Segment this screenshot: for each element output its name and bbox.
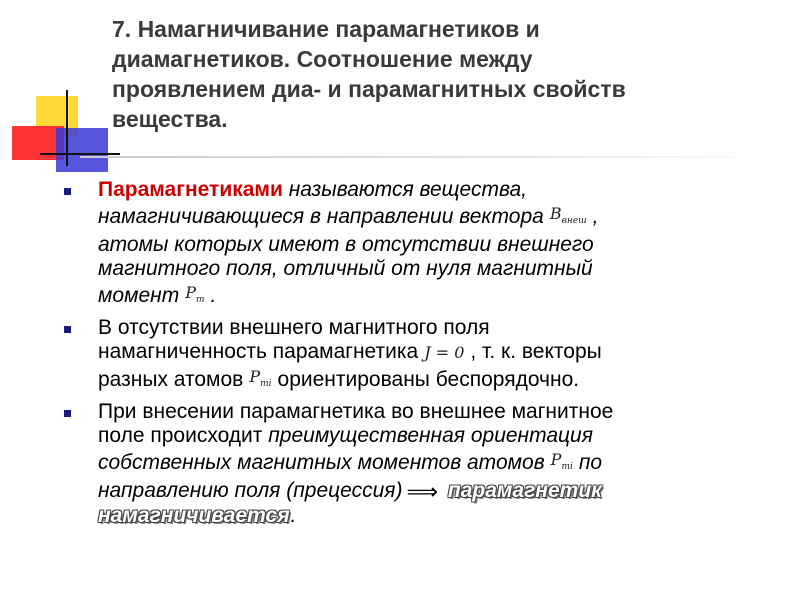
symbol-p: P — [185, 283, 196, 303]
symbol-p-sub: m — [195, 295, 205, 306]
symbol-pmi — [551, 448, 573, 479]
bullet-line: магнитного поля, отличный от нуля магнитный — [98, 257, 593, 281]
bullet-text: момент — [98, 284, 180, 308]
symbol-pmi — [249, 365, 271, 396]
symbol-p: P — [550, 450, 562, 470]
symbol-b-ext — [550, 202, 587, 233]
bullet-line: В отсутствии внешнего магнитного поля — [98, 316, 490, 340]
bullet-text: называются вещества, — [282, 178, 527, 201]
bullet-line — [98, 365, 782, 396]
bullet-text: направлению поля (прецессия) — [98, 479, 403, 503]
bullet-line — [98, 202, 782, 233]
bullet-line — [98, 424, 782, 448]
bullet-line — [98, 479, 782, 503]
symbol-b-sub: внеш — [561, 216, 587, 227]
symbol-p-sub: mi — [561, 462, 573, 473]
blue-square — [56, 128, 108, 172]
bullet-item-paramagnetics-definition — [62, 178, 782, 312]
bullet-text: преимущественная ориентация — [268, 424, 593, 448]
bullet-list — [62, 178, 782, 532]
title-line: диамагнетиков. Соотношение между — [112, 46, 533, 72]
bullet-text: . — [289, 503, 296, 527]
bullet-text: поле происходит — [98, 424, 263, 448]
bullet-line: атомы которых имеют в отсутствии внешнего — [98, 233, 594, 257]
bullet-text: , т. к. векторы — [470, 340, 602, 364]
symbol-b: B — [549, 204, 562, 223]
term-paramagnetics: Парамагнетиками — [98, 178, 283, 201]
bullet-marker — [64, 188, 71, 195]
bullet-text: по — [578, 451, 603, 475]
horizontal-line — [40, 153, 120, 155]
bullet-marker — [64, 410, 71, 417]
bullet-line — [98, 178, 782, 202]
symbol-pm — [185, 281, 204, 312]
symbol-p-sub: mi — [260, 379, 272, 390]
bullet-item-no-field — [62, 316, 782, 396]
bullet-text: . — [210, 284, 217, 308]
title-line: 7. Намагничивание парамагнетиков и — [112, 16, 540, 42]
bullet-line — [98, 281, 782, 312]
bullet-line: При внесении парамагнетика во внешнее магнитное — [98, 400, 614, 424]
symbol-p: P — [249, 366, 261, 386]
bullet-marker — [64, 326, 71, 333]
bullet-text: разных атомов — [98, 367, 244, 391]
bullet-text: намагниченность парамагнетика — [98, 340, 419, 364]
bullet-line — [98, 504, 782, 528]
bullet-item-external-field — [62, 400, 782, 528]
bullet-text: ориентированы беспорядочно. — [277, 367, 580, 391]
title-divider — [80, 156, 770, 158]
result-text: парамагнетик — [447, 479, 602, 503]
title-line: проявлением диа- и парамагнитных свойств — [112, 76, 626, 102]
implies-arrow-icon: ⟹ — [406, 478, 439, 504]
result-text: намагничивается — [98, 503, 290, 527]
slide-title — [112, 14, 752, 134]
bullet-line — [98, 448, 782, 479]
bullet-text: намагничивающиеся в направлении вектора — [98, 205, 544, 229]
title-line: вещества. — [112, 106, 228, 132]
bullet-line — [98, 340, 782, 364]
bullet-text: , — [592, 205, 599, 229]
bullet-text: собственных магнитных моментов атомов — [98, 451, 545, 475]
corner-decoration — [0, 0, 120, 170]
symbol-j-zero: J = 0 — [424, 342, 465, 362]
